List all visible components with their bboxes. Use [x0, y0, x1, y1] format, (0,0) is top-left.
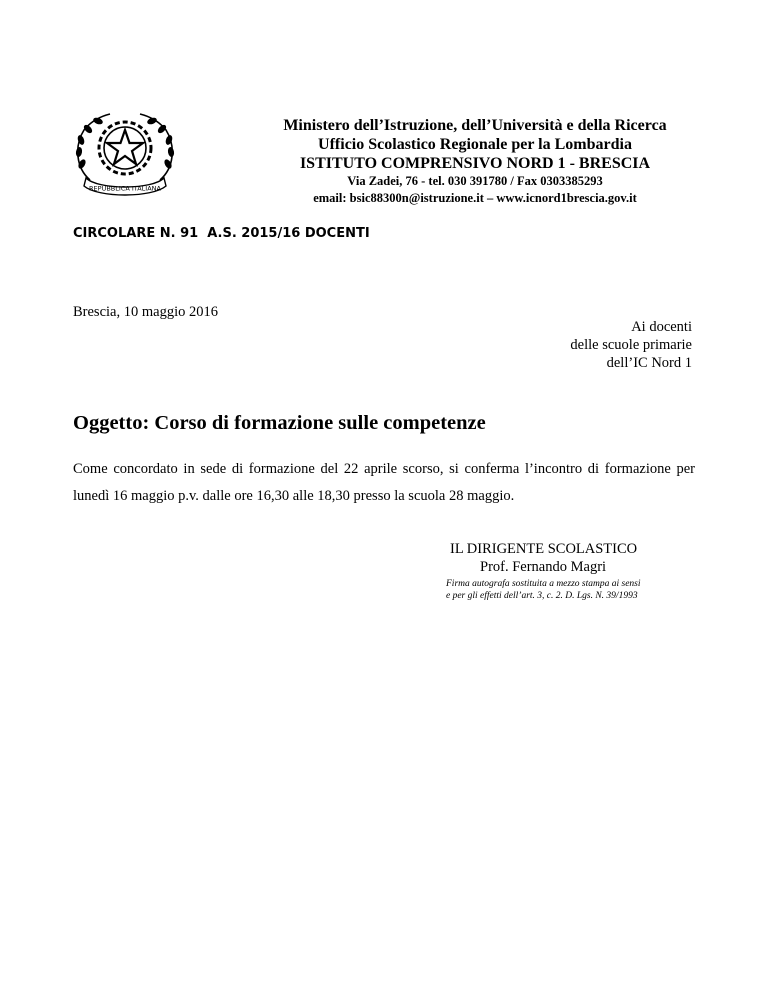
- letterhead: [240, 116, 710, 207]
- regional-office: Ufficio Scolastico Regionale per la Lombardia: [318, 136, 632, 153]
- repubblica-italiana-emblem-icon: [68, 108, 182, 200]
- body-paragraph: Come concordato in sede di formazione del 22 aprile scorso, si conferma l’incontro di formazione per lunedì 16 maggio p.v. dalle ore 16,30 alle 18,30 presso la scuola 28 maggio.: [73, 461, 695, 504]
- ministry-name: Ministero dell’Istruzione, dell’Università e della Ricerca: [283, 117, 667, 134]
- recipient-line: Ai docenti: [631, 319, 692, 335]
- signature-note: [446, 578, 686, 602]
- signer-name: Prof. Fernando Magri: [480, 559, 607, 575]
- signer-title: IL DIRIGENTE SCOLASTICO: [450, 541, 638, 557]
- document-date: Brescia, 10 maggio 2016: [73, 304, 218, 320]
- recipient-line: delle scuole primarie: [570, 337, 692, 353]
- school-contacts: email: bsic88300n@istruzione.it – www.icnord1brescia.gov.it: [313, 191, 637, 205]
- recipients: [570, 318, 692, 372]
- school-address: Via Zadei, 76 - tel. 030 391780 / Fax 0303385293: [347, 174, 603, 188]
- signature-note-line: Firma autografa sostituita a mezzo stampa ai sensi: [446, 579, 641, 589]
- svg-text:REPUBBLICA ITALIANA: REPUBBLICA ITALIANA: [89, 184, 161, 193]
- subject-heading: Oggetto: Corso di formazione sulle competenze: [73, 412, 486, 434]
- signature-block: [446, 540, 686, 602]
- signature-note-line: e per gli effetti dell’art. 3, c. 2. D. Lgs. N. 39/1993: [446, 591, 638, 601]
- recipient-line: dell’IC Nord 1: [606, 355, 692, 371]
- circular-number: CIRCOLARE N. 91 A.S. 2015/16 DOCENTI: [73, 226, 370, 241]
- school-name: ISTITUTO COMPRENSIVO NORD 1 - BRESCIA: [299, 155, 651, 172]
